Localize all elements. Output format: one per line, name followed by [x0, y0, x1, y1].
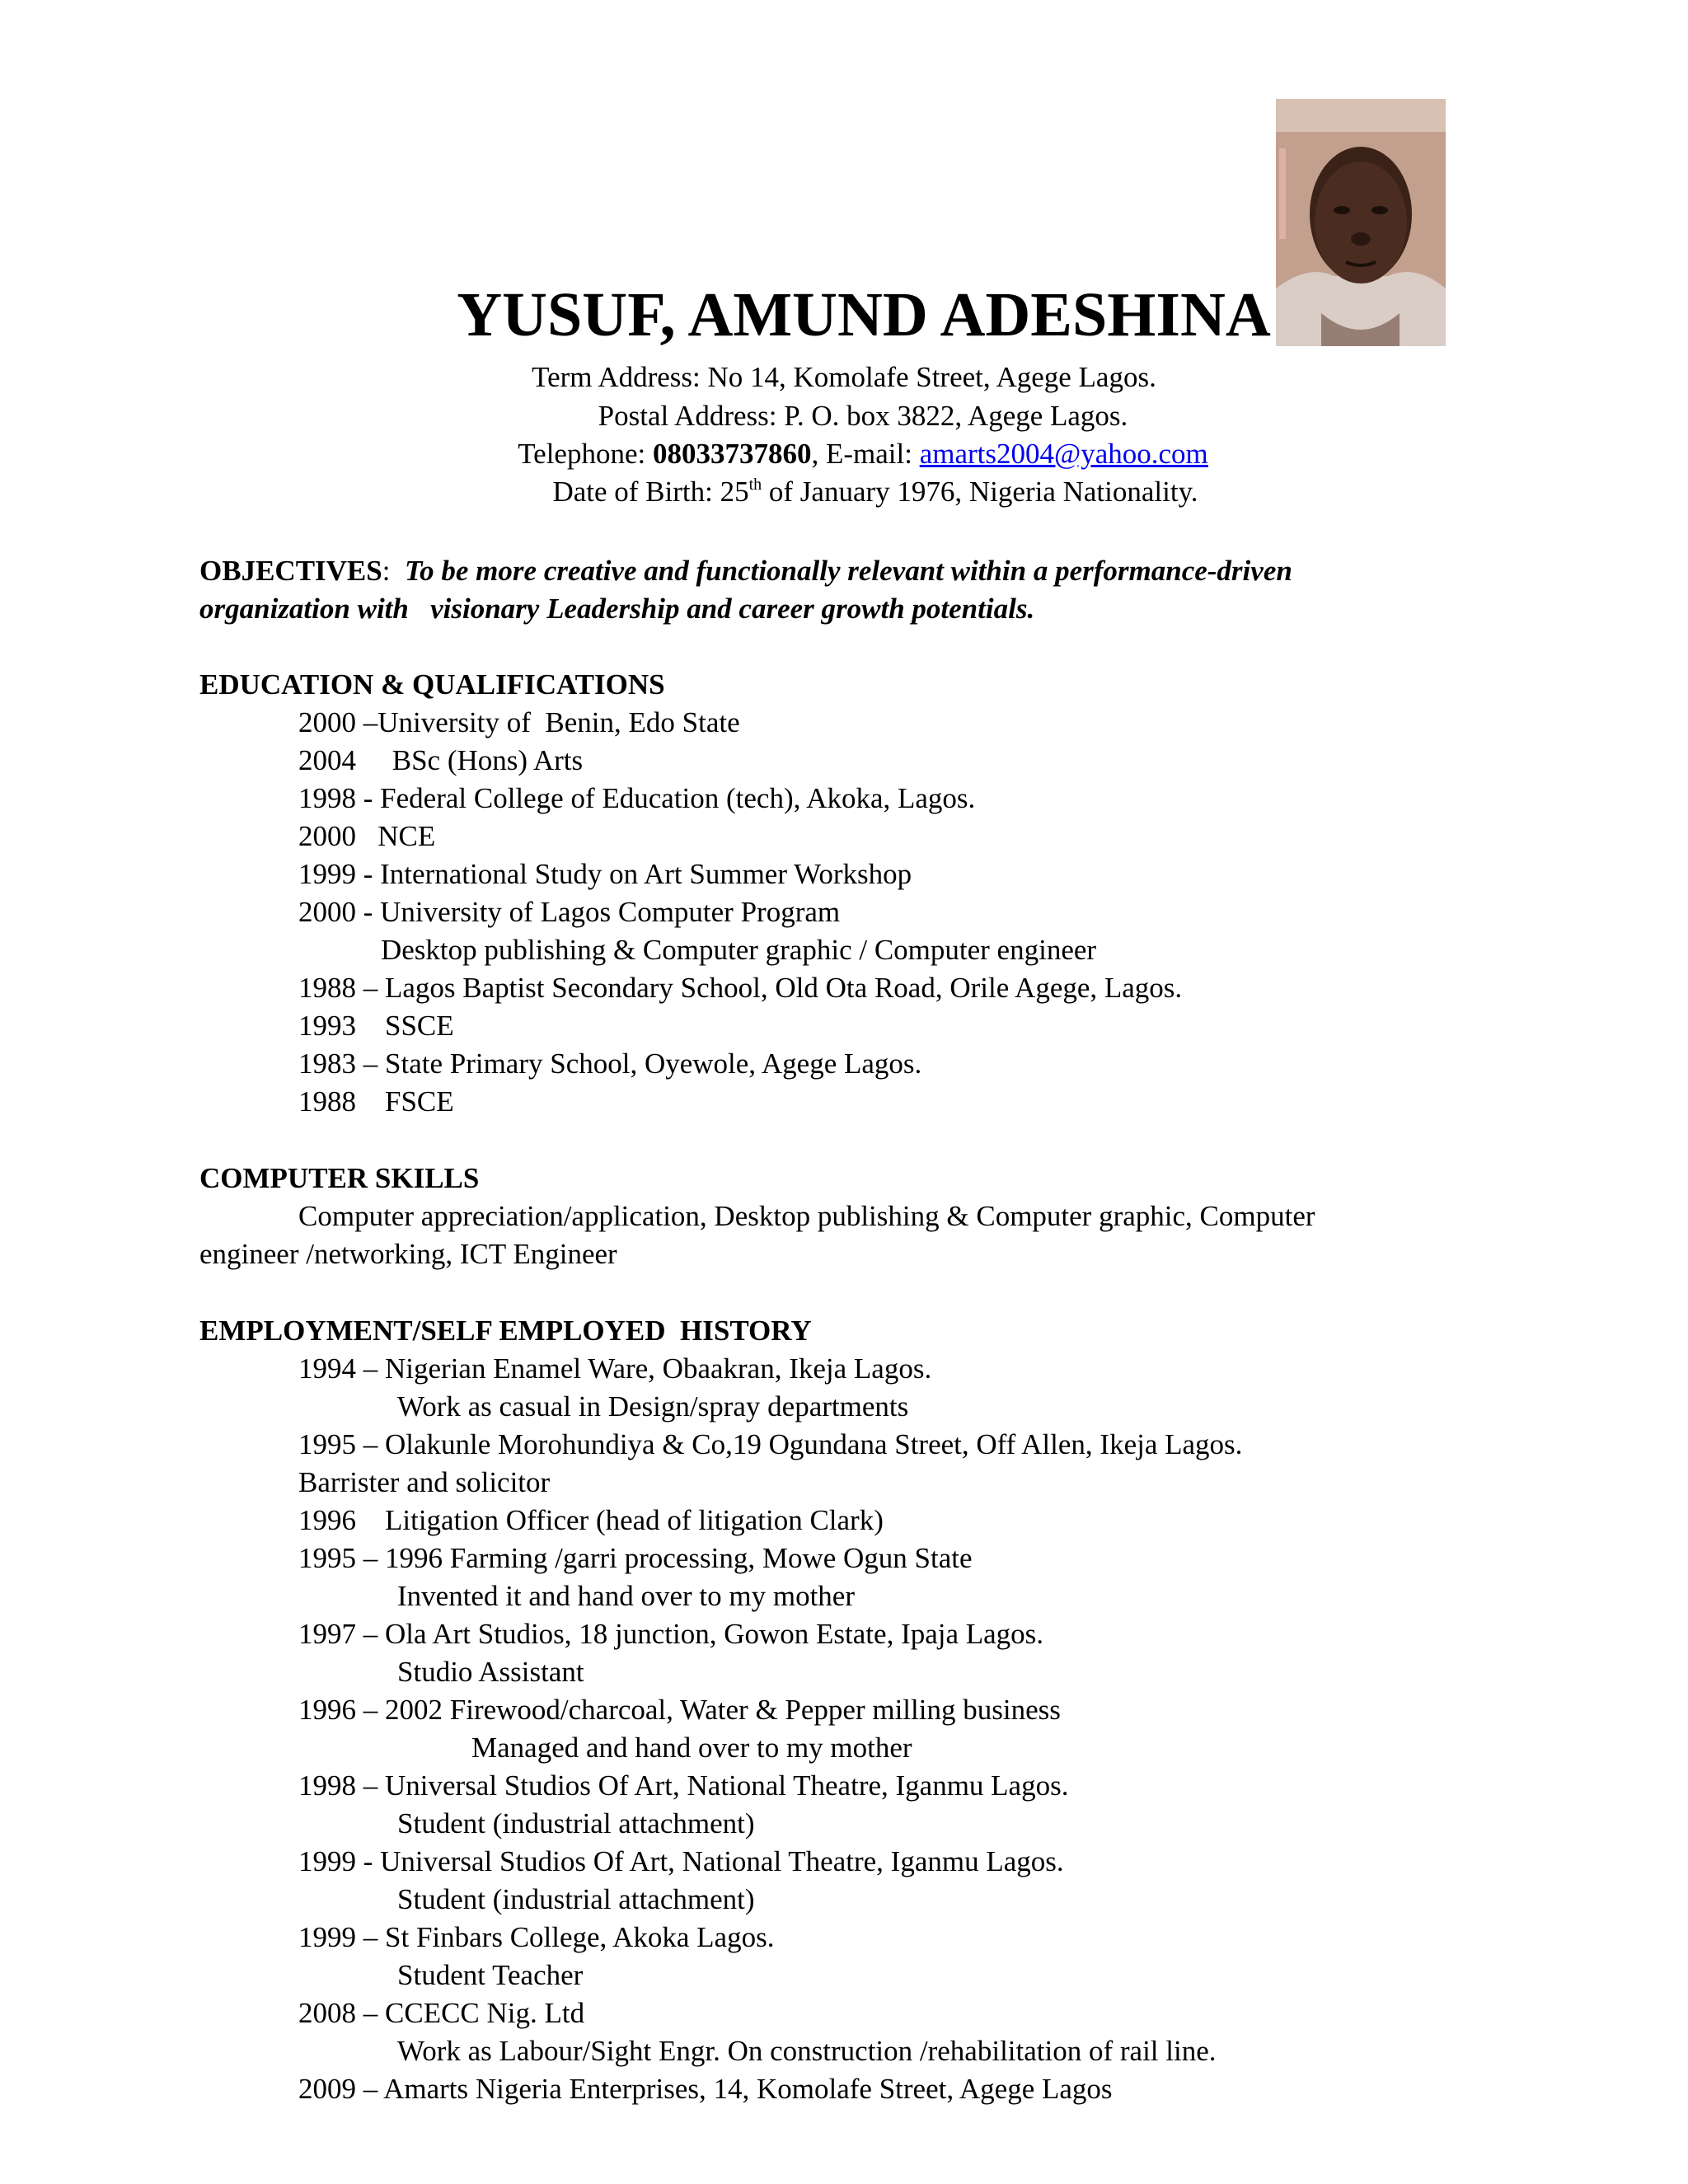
telephone-number: 08033737860	[652, 438, 812, 470]
education-item: 1998 - Federal College of Education (tech), Akoka, Lagos.	[298, 782, 976, 814]
employment-item: 1999 - Universal Studios Of Art, National Theatre, Iganmu Lagos.	[298, 1845, 1064, 1877]
employment-heading: EMPLOYMENT/SELF EMPLOYED HISTORY	[199, 1315, 812, 1347]
employment-item: 2008 – CCECC Nig. Ltd	[298, 1997, 585, 2029]
employment-item: Managed and hand over to my mother	[471, 1732, 912, 1764]
objectives-colon: :	[382, 555, 405, 587]
education-item: 1988 FSCE	[298, 1085, 454, 1118]
postal-address: Postal Address: P. O. box 3822, Agege Lagos.	[598, 400, 1128, 432]
employment-item: 1994 – Nigerian Enamel Ware, Obaakran, Ikeja Lagos.	[298, 1352, 932, 1385]
employment-item: Student (industrial attachment)	[397, 1883, 755, 1915]
contact-line	[0, 439, 1688, 468]
skills-heading: COMPUTER SKILLS	[199, 1162, 480, 1194]
education-item: 1988 – Lagos Baptist Secondary School, Old Ota Road, Orile Agege, Lagos.	[298, 972, 1183, 1004]
education-item: 2000 - University of Lagos Computer Program	[298, 896, 841, 928]
employment-item: 1996 – 2002 Firewood/charcoal, Water & Pepper milling business	[298, 1694, 1061, 1726]
email-link[interactable]: amarts2004@yahoo.com	[919, 438, 1208, 470]
employment-item: 1995 – 1996 Farming /garri processing, Mowe Ogun State	[298, 1542, 973, 1574]
employment-item: Barrister and solicitor	[298, 1466, 551, 1498]
employment-item: Invented it and hand over to my mother	[397, 1580, 855, 1612]
employment-item: Studio Assistant	[397, 1656, 584, 1688]
employment-item: 1995 – Olakunle Morohundiya & Co,19 Ogundana Street, Off Allen, Ikeja Lagos.	[298, 1428, 1243, 1460]
term-address: Term Address: No 14, Komolafe Street, Agege Lagos.	[532, 361, 1156, 393]
education-section	[199, 666, 1485, 1121]
skills-text-line-2: engineer /networking, ICT Engineer	[199, 1238, 617, 1270]
education-item: 1999 - International Study on Art Summer Workshop	[298, 858, 912, 890]
education-item: 2004 BSc (Hons) Arts	[298, 744, 584, 776]
objectives-text-line-2: organization with visionary Leadership and career growth potentials.	[199, 593, 1035, 625]
skills-text-line-1: Computer appreciation/application, Desktop publishing & Computer graphic, Computer	[298, 1200, 1315, 1232]
skills-section	[199, 1160, 1485, 1273]
employment-item: 2009 – Amarts Nigeria Enterprises, 14, Komolafe Street, Agege Lagos	[298, 2073, 1113, 2105]
employment-item: Work as Labour/Sight Engr. On construction /rehabilitation of rail line.	[397, 2035, 1217, 2067]
employment-item: 1996 Litigation Officer (head of litigation Clark)	[298, 1504, 884, 1536]
employment-item: Work as casual in Design/spray departments	[397, 1390, 909, 1422]
dob-superscript: th	[748, 476, 762, 494]
employment-item: 1998 – Universal Studios Of Art, National Theatre, Iganmu Lagos.	[298, 1769, 1069, 1802]
date-of-birth	[0, 477, 1688, 506]
objectives-section	[199, 552, 1485, 628]
objectives-heading: OBJECTIVES	[199, 555, 382, 587]
education-item: 1993 SSCE	[298, 1010, 454, 1042]
education-item: 1983 – State Primary School, Oyewole, Agege Lagos.	[298, 1047, 922, 1080]
dob-suffix: of January 1976, Nigeria Nationality.	[762, 476, 1198, 508]
employment-item: Student Teacher	[397, 1959, 584, 1991]
objectives-text-line-1: To be more creative and functionally relevant within a performance-driven	[404, 555, 1292, 587]
employment-item: 1999 – St Finbars College, Akoka Lagos.	[298, 1921, 775, 1953]
dob-prefix: Date of Birth: 25	[552, 476, 749, 508]
education-heading: EDUCATION & QUALIFICATIONS	[199, 668, 665, 701]
education-item: Desktop publishing & Computer graphic / Computer engineer	[381, 934, 1097, 966]
education-item: 2000 –University of Benin, Edo State	[298, 706, 740, 738]
employment-item: Student (industrial attachment)	[397, 1807, 755, 1840]
employment-item: 1997 – Ola Art Studios, 18 junction, Gowon Estate, Ipaja Lagos.	[298, 1618, 1044, 1650]
employment-section	[199, 1312, 1485, 2108]
education-item: 2000 NCE	[298, 820, 436, 852]
email-label: , E-mail:	[811, 438, 920, 470]
telephone-label: Telephone:	[518, 438, 653, 470]
candidate-name: YUSUF, AMUND ADESHINA	[457, 280, 1271, 349]
